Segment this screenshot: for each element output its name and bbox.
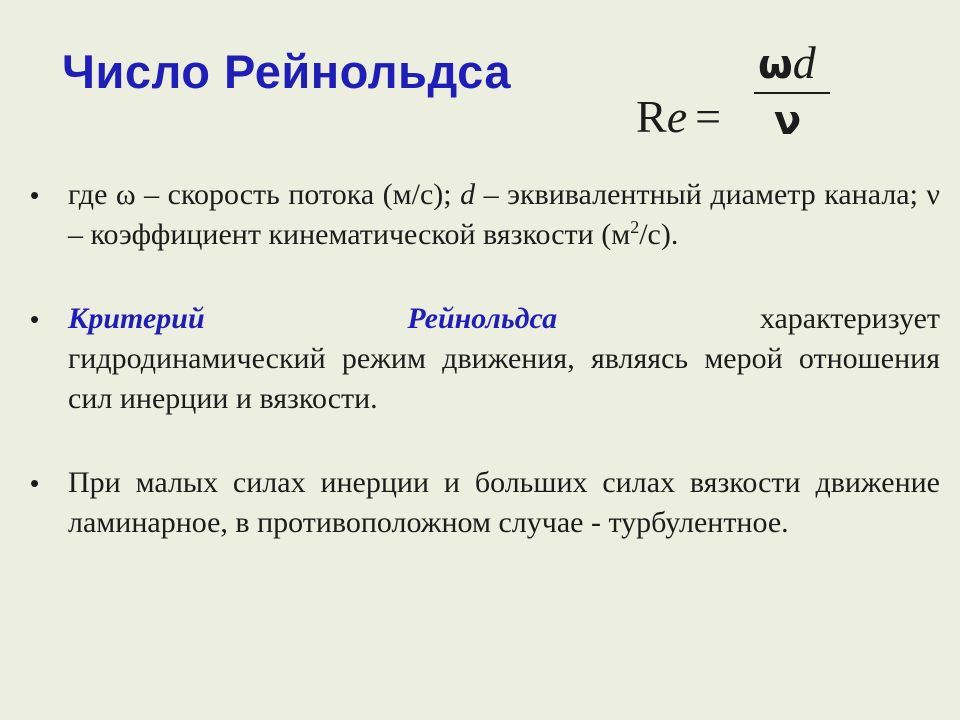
bullet-marker: • — [30, 180, 40, 210]
bullet2-first-line — [68, 299, 940, 339]
bullet2-highlight-2: Рейнольдса — [407, 302, 558, 335]
bullet2-word-3: характеризует — [759, 302, 940, 335]
formula-omega: ω — [758, 42, 793, 88]
formula-re-r: R — [636, 91, 667, 142]
bullet-item-regimes — [30, 463, 940, 543]
bullet-marker: • — [30, 304, 40, 334]
formula-denominator: ν — [774, 98, 802, 144]
bullet1-sup: 2 — [630, 217, 640, 237]
bullet1-text-a: где ω – скорость потока (м/с); — [68, 178, 461, 211]
bullet2-rest: гидродинамический режим движения, являясь мерой отношения сил инерции и вязкости. — [68, 342, 940, 415]
bullet3-text: При малых силах инерции и больших силах вязкости движение ламинарное, в противоположном случае - турбулентное. — [68, 466, 940, 539]
reynolds-formula — [636, 32, 846, 162]
formula-numerator — [758, 36, 816, 89]
bullet-item-criterion — [30, 299, 940, 419]
slide-title: Число Рейнольдса — [62, 45, 512, 98]
bullet1-text-c: /с). — [639, 218, 679, 251]
fraction-bar — [754, 92, 830, 94]
formula-equals: = — [695, 91, 722, 142]
bullet1-text-b: – эквивалентный диаметр канала; ν – коэффициент кинематической вязкости (м — [68, 178, 940, 251]
bullet-item-definitions — [30, 175, 940, 255]
bullet2-highlight-1: Критерий — [68, 302, 205, 335]
bullet1-d: d — [460, 178, 476, 211]
formula-d: d — [792, 37, 816, 88]
formula-lhs — [636, 90, 721, 143]
bullet-marker: • — [30, 468, 40, 498]
formula-re-e: e — [666, 91, 688, 142]
bullet-list — [30, 175, 940, 543]
